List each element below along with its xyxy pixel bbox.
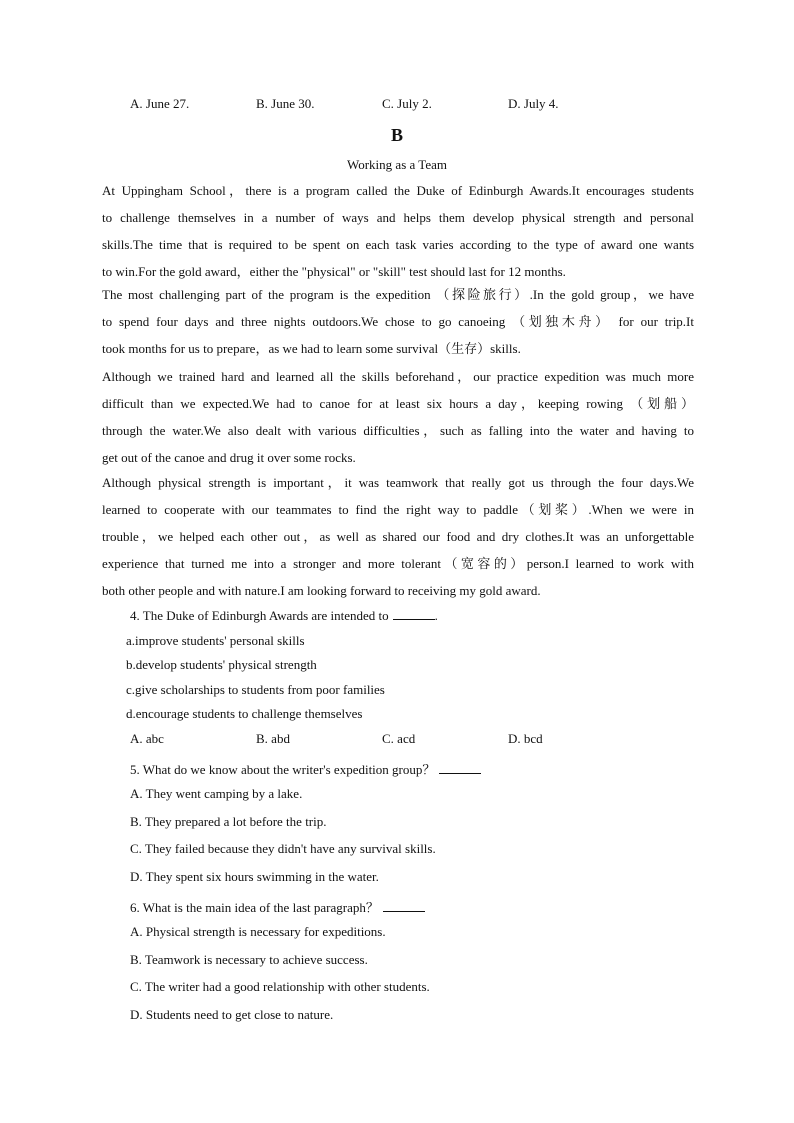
q6-option-c: C. The writer had a good relationship with other students. <box>130 979 430 994</box>
q4-stem <box>130 607 438 624</box>
passage-line: trouble，we helped each other out，as well as shared our food and dry clothes.It was an unforgettable <box>102 529 694 544</box>
q3-option-b: B. June 30. <box>256 96 315 111</box>
passage-line: experience that turned me into a stronger and more tolerant（宽容的）person.I learned to work with <box>102 556 694 571</box>
passage-paragraph-3 <box>102 363 694 471</box>
passage-paragraph-2 <box>102 281 694 362</box>
passage-line: At Uppingham School，there is a program called the Duke of Edinburgh Awards.It encourages students <box>102 183 694 198</box>
passage-line: Although physical strength is important，it was teamwork that really got us through the four days.We <box>102 475 694 490</box>
q3-option-c: C. July 2. <box>382 96 432 111</box>
q6-option-b: B. Teamwork is necessary to achieve success. <box>130 952 368 967</box>
q5-option-c: C. They failed because they didn't have any survival skills. <box>130 841 436 856</box>
q4-option-c: C. acd <box>382 731 416 746</box>
q4-item-a: a.improve students' personal skills <box>126 633 305 648</box>
passage-line: both other people and with nature.I am looking forward to receiving my gold award. <box>102 583 541 598</box>
q4-option-d: D. bcd <box>508 731 543 746</box>
q4-item-c: c.give scholarships to students from poor families <box>126 682 385 697</box>
q5-option-d: D. They spent six hours swimming in the water. <box>130 869 379 884</box>
answer-blank[interactable] <box>383 899 425 912</box>
passage-line: took months for us to prepare，as we had to learn some survival（生存）skills. <box>102 341 521 356</box>
answer-blank[interactable] <box>393 607 435 620</box>
q5-option-a: A. They went camping by a lake. <box>130 786 303 801</box>
q4-stem-end: . <box>434 608 438 623</box>
passage-line: skills.The time that is required to be spent on each task varies according to the type of award one wants <box>102 237 694 252</box>
q4-option-b: B. abd <box>256 731 290 746</box>
q5-option-b: B. They prepared a lot before the trip. <box>130 814 327 829</box>
q6-option-a: A. Physical strength is necessary for expeditions. <box>130 924 386 939</box>
passage-line: get out of the canoe and drug it over some rocks. <box>102 450 356 465</box>
q4-item-d: d.encourage students to challenge themselves <box>126 706 363 721</box>
answer-blank[interactable] <box>439 761 481 774</box>
passage-line: Although we trained hard and learned all the skills beforehand，our practice expedition was much more <box>102 369 694 384</box>
passage-paragraph-4 <box>102 469 694 604</box>
passage-line: to spend four days and three nights outdoors.We chose to go canoeing （划独木舟） for our trip.It <box>102 314 694 329</box>
q4-stem-text: 4. The Duke of Edinburgh Awards are intended to <box>130 608 389 623</box>
passage-line: to win.For the gold award，either the "physical" or "skill" test should last for 12 months. <box>102 264 566 279</box>
q3-options-row <box>0 96 794 118</box>
q3-option-d: D. July 4. <box>508 96 559 111</box>
q5-stem <box>130 759 481 778</box>
q3-option-a: A. June 27. <box>130 96 190 111</box>
passage-line: difficult than we expected.We had to canoe for at least six hours a day，keeping rowing （划船） <box>102 396 694 411</box>
passage-line: to challenge themselves in a number of ways and helps them develop physical strength and personal <box>102 210 694 225</box>
passage-line: through the water.We also dealt with various difficulties，such as falling into the water and having to <box>102 423 694 438</box>
q6-stem-text: 6. What is the main idea of the last paragraph？ <box>130 900 379 915</box>
q4-options-row <box>0 731 794 753</box>
q4-option-a: A. abc <box>130 731 164 746</box>
section-letter: B <box>390 125 403 145</box>
q6-stem <box>130 897 425 916</box>
passage-line: learned to cooperate with our teammates to find the right way to paddle（划桨）.When we were in <box>102 502 694 517</box>
passage-title: Working as a Team <box>347 157 447 172</box>
q5-stem-text: 5. What do we know about the writer's expedition group？ <box>130 762 436 777</box>
passage-paragraph-1 <box>102 177 694 285</box>
q6-option-d: D. Students need to get close to nature. <box>130 1007 334 1022</box>
q4-item-b: b.develop students' physical strength <box>126 657 317 672</box>
passage-line: The most challenging part of the program is the expedition （探险旅行）.In the gold group，we have <box>102 287 694 302</box>
